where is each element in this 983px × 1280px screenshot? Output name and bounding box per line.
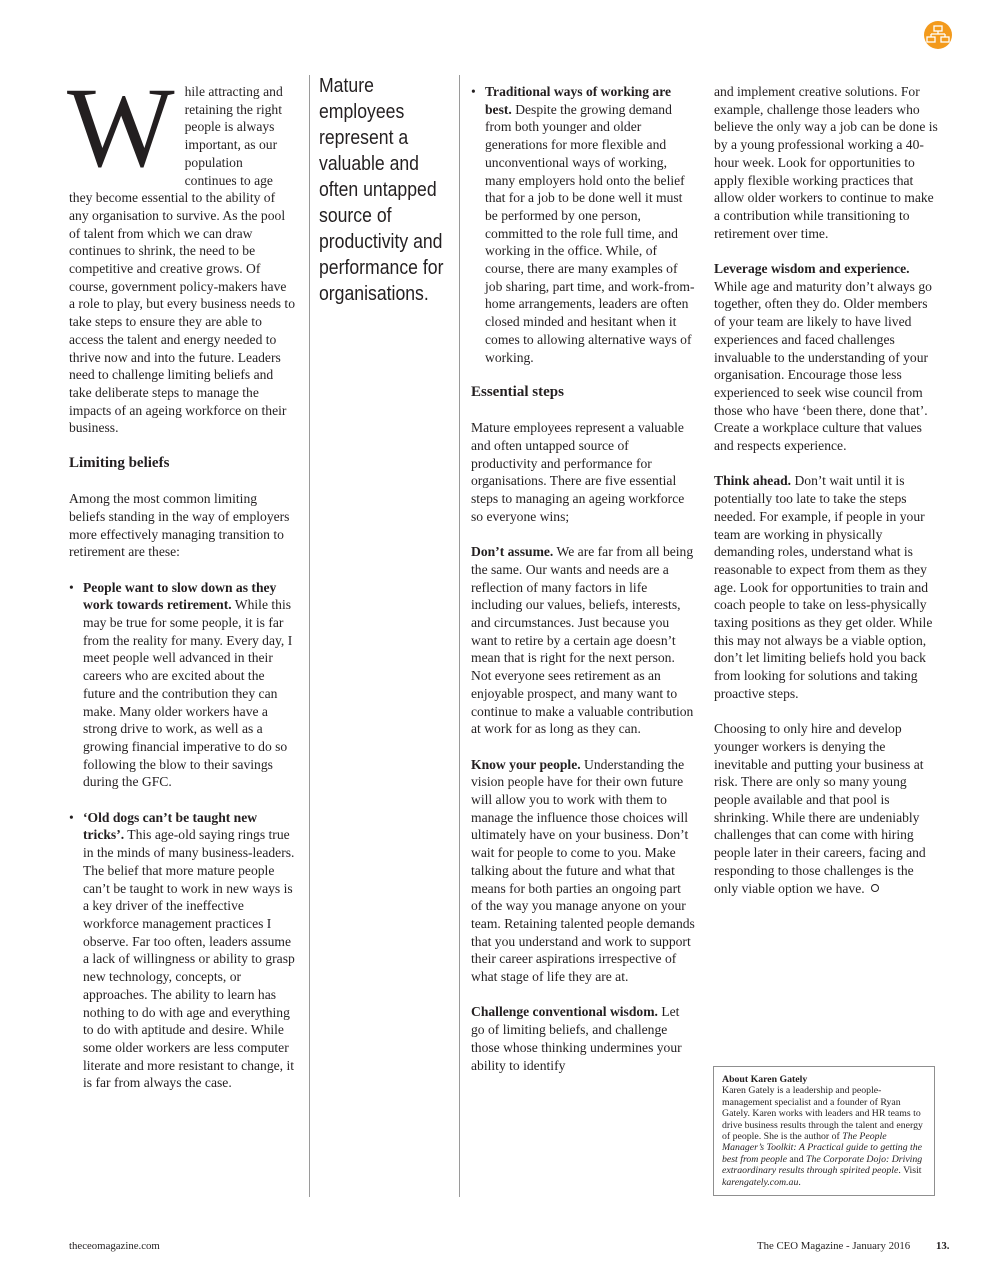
list-item: • People want to slow down as they work towards retirement. While this may be true for some people, it is far from the reality for many. Every day, I meet people well advanced in their careers who are excited about the future and the contribution they can make. Many older workers have a strong drive to work, as well as a growing financial imperative to do so following the blow to their savings during the GFC.: [69, 579, 293, 790]
limiting-beliefs-list-continued: [471, 83, 695, 366]
heading-limiting-beliefs: Limiting beliefs: [69, 454, 170, 471]
bullet-title: ‘Old dogs can’t be taught new tricks’.: [83, 809, 258, 843]
end-mark-icon: [871, 884, 879, 892]
intro-paragraph: [67, 64, 296, 437]
book-title: The People Manager’s Toolkit: A Practical guide to getting the best from people: [722, 1131, 923, 1165]
step-paragraph: [471, 756, 695, 986]
pull-quote: Mature employees represent a valuable and often untapped source of productivity and performance for organisations.: [319, 74, 444, 305]
list-item: • Traditional ways of working are best. Despite the growing demand from both younger and older generations for more flexible and unconventional ways of working, many employers hold onto the belief that for a job to be done well it must be performed by one person, committed to the role full time, and working in the office. While, of course, there are many examples of job sharing, part time, and work-from-home arrangements, leaders are often closed minded and hesitant when it comes to allowing alternative ways of working.: [471, 84, 695, 365]
step-paragraph: [714, 260, 938, 455]
essential-steps-intro: Mature employees represent a valuable and often untapped source of productivity and performance for organisations. There are five essential steps to managing an ageing workforce so everyone wins;: [471, 420, 685, 524]
bullet-title: Traditional ways of working are best.: [485, 84, 672, 117]
step-title: Think ahead.: [714, 473, 792, 489]
page-number: 13.: [936, 1240, 950, 1252]
footer-issue: The CEO Magazine - January 2016: [757, 1240, 911, 1252]
step-title: Leverage wisdom and experience.: [714, 261, 910, 277]
step-text: We are far from all being the same. Our wants and needs are a reflection of many factors in life including our values, beliefs, interests, and circumstances. Just because you want to retire by a certain age doesn’t mean that is right for the next person. Not everyone sees retirement as an enjoyable prospect, and many want to continue to make a valuable contribution at work for as long as they can.: [471, 544, 694, 737]
step-text: Let go of limiting beliefs, and challenge those whose thinking undermines your ability to identify: [471, 1004, 682, 1073]
closing-text: Choosing to only hire and develop younger workers is denying the inevitable and putting your business at risk. There are only so many young people available and that pool is shrinking. While there are undeniably challenges that can come with hiring people later in their careers, facing and responding to those challenges is the only viable option we have.: [714, 721, 926, 896]
step-paragraph: [471, 543, 695, 738]
step-paragraph: [714, 472, 938, 702]
bullet-text: While this may be true for some people, it is far from the reality for many. Every day, I meet people well advanced in their careers who are excited about the future and the contribution they can make. Many older workers have a strong drive to work, as well as a growing financial imperative to do so following the blow to their savings during the GFC.: [83, 597, 293, 790]
continued-paragraph: and implement creative solutions. For example, challenge those leaders who believe the only way a job can be done is by a young professional working a 40-hour week. Look for opportunities to apply flexible working practices that allow older workers to continue to make a contribution while transitioning to retirement over time.: [714, 84, 938, 241]
step-title: Challenge conventional wisdom.: [471, 1004, 658, 1020]
column-divider: [309, 75, 310, 1197]
step-text: Understanding the vision people have for their own future will allow you to work with them to manage the influence those choices will ultimately have on your business. Don’t wait for people to come to you. Make talking about the future and what that means for both parties an ongoing part of the way you manage anyone on your team. Retaining talented people demands that you understand and work to support their career aspirations irrespective of what stage of life they are at.: [471, 756, 695, 985]
pull-quote-column: [319, 73, 447, 307]
drop-cap: W: [67, 64, 175, 191]
lead-paragraph: Among the most common limiting beliefs standing in the way of employers more effectively managing transition to retirement are these:: [69, 491, 290, 560]
list-item: • ‘Old dogs can’t be taught new tricks’. This age-old saying rings true in the minds of many business-leaders. The belief that more mature people can’t be taught to work in new ways is a key driver of the ineffective workforce management practices I observe. Far too often, leaders assume a lack of willingness or ability to grasp new technology, concepts, or approaches. The ability to learn has nothing to do with age and everything to do with aptitude and desire. While some older workers are less computer literate and more resistant to change, it is far from always the case.: [69, 809, 295, 1091]
step-text: Don’t wait until it is potentially too late to take the steps needed. For example, if people in your team are working in physically demanding roles, understand what is reasonable to expect from them as they age. Look for opportunities to train and coach people to take on less-physically taxing positions as they get older. While this may not always be a viable option, don’t let limiting beliefs hold you back from looking for solutions and taking proactive steps.: [714, 473, 933, 701]
article-column-1: [67, 64, 296, 1110]
closing-paragraph: [714, 720, 938, 897]
intro-text: hile attracting and retaining the right people is always important, as our population continues to age they become essential to the ability of any organisation to survive. As the pool of talent from which we can draw continues to shrink, the need to be competitive and creative grows. Of course, government policy-makers have a role to play, but every business needs to take steps to ensure they are able to access the talent and energy needed to thrive now and into the future. Leaders need to challenge limiting beliefs and take deliberate steps to manage the impacts of an ageing workforce on their business.: [69, 84, 296, 436]
bullet-title: People want to slow down as they work towards retirement.: [83, 579, 277, 613]
column-divider: [459, 75, 460, 1197]
footer-website: theceomagazine.com: [69, 1240, 160, 1252]
article-column-4: [714, 83, 938, 897]
bullet-text: Despite the growing demand from both younger and older generations for more flexible and unconventional ways of working, many employers hold onto the belief that for a job to be done well it must be performed by one person, committed to the role full time, and working in the office. While, of course, there are many examples of job sharing, part time, and work-from-home arrangements, leaders are often closed minded and hesitant when it comes to allowing alternative ways of working.: [485, 101, 695, 365]
step-paragraph: [471, 1003, 695, 1074]
heading-essential-steps: Essential steps: [471, 383, 564, 400]
article-column-3: [471, 83, 695, 1074]
author-bio-box: [713, 1066, 935, 1196]
author-bio-text: Karen Gately is a leadership and people-management specialist and a founder of Ryan Gately. Karen works with leaders and HR teams to drive business results through the talent and energy of people. She is the author of The People Manager’s Toolkit: A Practical guide to getting the best from people and The Corporate Dojo: Driving extraordinary results through spirited people. Visit karengately.com.au.: [722, 1085, 923, 1188]
step-text: While age and maturity don’t always go together, often they do. Older members of your team are likely to have lived experiences and faced challenges invaluable to the understanding of your organisation. Encourage those less experienced to seek wise council from those who have ‘been there, done that’. Create a workplace culture that values and respects experience.: [714, 278, 932, 454]
org-chart-icon: [924, 21, 952, 49]
author-website: karengately.com.au: [722, 1176, 799, 1188]
bullet-text: This age-old saying rings true in the minds of many business-leaders. The belief that more mature people can’t be taught to work in new ways is a key driver of the ineffective workforce management practices I observe. Far too often, leaders assume a lack of willingness or ability to grasp new technology, concepts, or approaches. The ability to learn has nothing to do with age and everything to do with aptitude and desire. While some older workers are less computer literate and more resistant to change, it is far from always the case.: [83, 827, 295, 1091]
step-title: Don’t assume.: [471, 544, 554, 560]
limiting-beliefs-list: [69, 579, 295, 1092]
author-bio-title: About Karen Gately: [722, 1074, 808, 1085]
book-title: The Corporate Dojo: Driving extraordinary results through spirited people: [722, 1153, 923, 1177]
step-title: Know your people.: [471, 756, 581, 772]
